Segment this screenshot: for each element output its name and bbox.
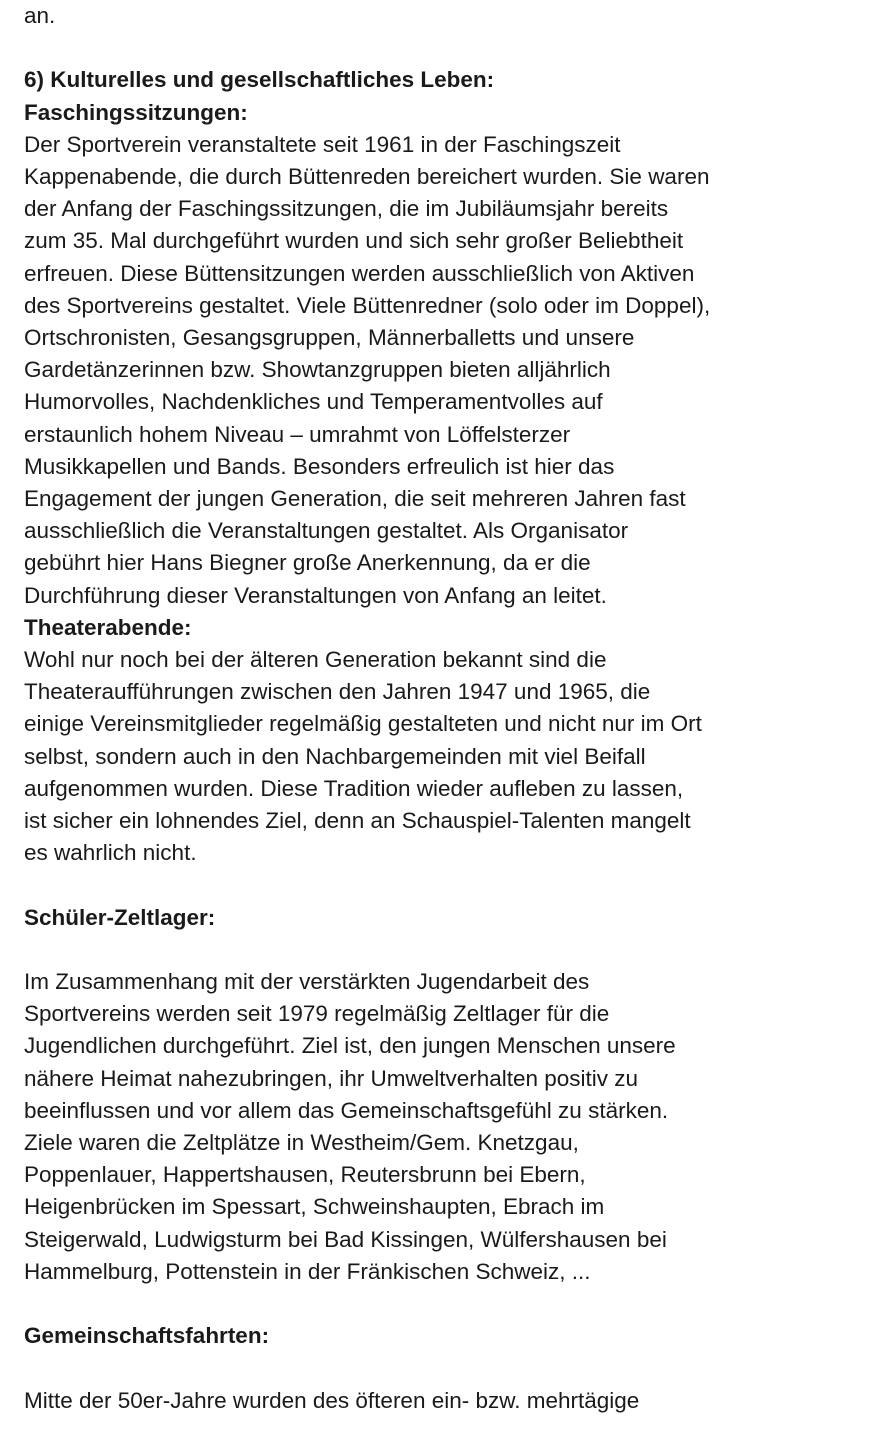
text-line: erstaunlich hohem Niveau – umrahmt von Löffelsterzer xyxy=(24,421,571,447)
text-line: des Sportvereins gestaltet. Viele Büttenredner (solo oder im Doppel), xyxy=(24,292,711,318)
text-line: Hammelburg, Pottenstein in der Fränkischen Schweiz, ... xyxy=(24,1258,591,1284)
text-line: Poppenlauer, Happertshausen, Reutersbrunn bei Ebern, xyxy=(24,1162,586,1188)
spacer xyxy=(24,1352,882,1384)
section-heading: 6) Kulturelles und gesellschaftliches Leben: xyxy=(24,67,495,93)
text-line: Musikkapellen und Bands. Besonders erfreulich ist hier das xyxy=(24,453,615,479)
paragraph-theater xyxy=(24,644,882,869)
text-line: Gardetänzerinnen bzw. Showtanzgruppen bieten alljährlich xyxy=(24,357,611,383)
text-line: ist sicher ein lohnendes Ziel, denn an Schauspiel-Talenten mangelt xyxy=(24,808,691,834)
subsection-heading-zeltlager: Schüler-Zeltlager: xyxy=(24,904,216,930)
spacer xyxy=(24,869,882,901)
text-line: Heigenbrücken im Spessart, Schweinshaupten, Ebrach im xyxy=(24,1194,605,1220)
paragraph-fahrten xyxy=(24,1385,882,1417)
text-line: Humorvolles, Nachdenkliches und Temperamentvolles auf xyxy=(24,389,603,415)
spacer xyxy=(24,934,882,966)
subsection-heading-theater: Theaterabende: xyxy=(24,614,192,640)
subsection-heading-fasching: Faschingssitzungen: xyxy=(24,99,248,125)
text-line: aufgenommen wurden. Diese Tradition wieder aufleben zu lassen, xyxy=(24,775,684,801)
text-line: der Anfang der Faschingssitzungen, die im Jubiläumsjahr bereits xyxy=(24,196,669,222)
paragraph-zeltlager xyxy=(24,966,882,1288)
text-line: Theateraufführungen zwischen den Jahren 1947 und 1965, die xyxy=(24,679,651,705)
text-line: ausschließlich die Veranstaltungen gestaltet. Als Organisator xyxy=(24,518,629,544)
text-line: Im Zusammenhang mit der verstärkten Jugendarbeit des xyxy=(24,969,590,995)
document-page xyxy=(24,0,882,1417)
spacer xyxy=(24,1288,882,1320)
text-line: Durchführung dieser Veranstaltungen von Anfang an leitet. xyxy=(24,582,607,608)
paragraph-fasching xyxy=(24,129,882,612)
text-line: gebührt hier Hans Biegner große Anerkennung, da er die xyxy=(24,550,591,576)
text-line: zum 35. Mal durchgeführt wurden und sich sehr großer Beliebtheit xyxy=(24,228,684,254)
text-line: Steigerwald, Ludwigsturm bei Bad Kissingen, Wülfershausen bei xyxy=(24,1226,667,1252)
text-line: Wohl nur noch bei der älteren Generation bekannt sind die xyxy=(24,647,607,673)
text-line: Der Sportverein veranstaltete seit 1961 in der Faschingszeit xyxy=(24,131,621,157)
text-line: Jugendlichen durchgeführt. Ziel ist, den jungen Menschen unsere xyxy=(24,1033,676,1059)
text-line: nähere Heimat nahezubringen, ihr Umweltverhalten positiv zu xyxy=(24,1065,639,1091)
text-line: Engagement der jungen Generation, die seit mehreren Jahren fast xyxy=(24,486,686,512)
text-line: Ortschronisten, Gesangsgruppen, Männerballetts und unsere xyxy=(24,325,635,351)
text-line: einige Vereinsmitglieder regelmäßig gestalteten und nicht nur im Ort xyxy=(24,711,702,737)
text-line: beeinflussen und vor allem das Gemeinschaftsgefühl zu stärken. xyxy=(24,1097,669,1123)
spacer xyxy=(24,32,882,64)
text-line: Mitte der 50er-Jahre wurden des öfteren ein- bzw. mehrtägige xyxy=(24,1387,640,1413)
text-line: selbst, sondern auch in den Nachbargemeinden mit viel Beifall xyxy=(24,743,646,769)
text-line: erfreuen. Diese Büttensitzungen werden ausschließlich von Aktiven xyxy=(24,260,695,286)
text-line: Sportvereins werden seit 1979 regelmäßig Zeltlager für die xyxy=(24,1001,610,1027)
intro-line: an. xyxy=(24,3,56,28)
subsection-heading-fahrten: Gemeinschaftsfahrten: xyxy=(24,1323,270,1349)
text-line: es wahrlich nicht. xyxy=(24,840,197,866)
text-line: Kappenabende, die durch Büttenreden bereichert wurden. Sie waren xyxy=(24,164,710,189)
text-line: Ziele waren die Zeltplätze in Westheim/Gem. Knetzgau, xyxy=(24,1130,579,1156)
